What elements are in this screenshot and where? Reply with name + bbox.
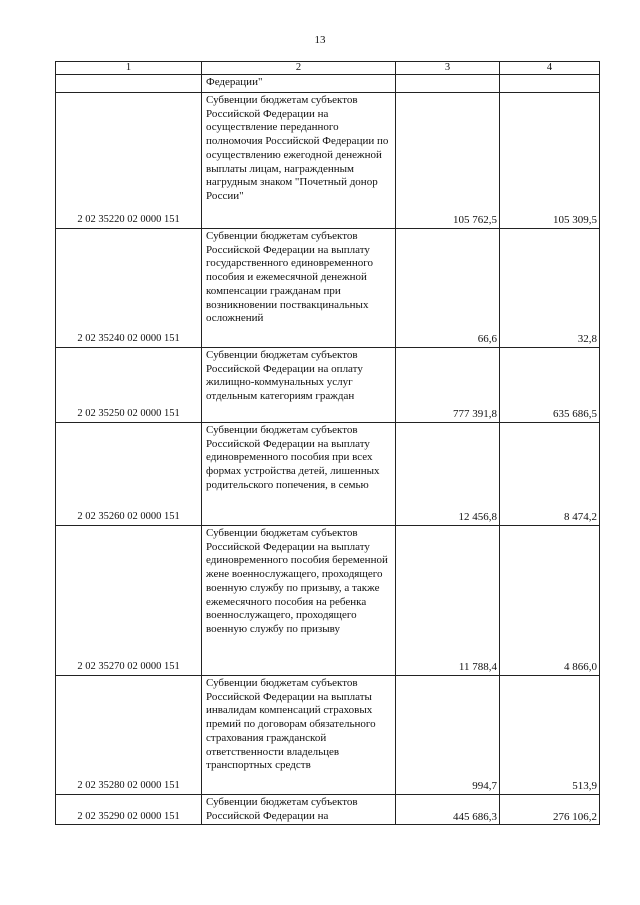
table-row <box>56 795 600 825</box>
budget-code-cell: 2 02 35260 02 0000 151 <box>56 423 202 526</box>
column-number: 3 <box>396 62 500 75</box>
table-row <box>56 423 600 526</box>
column-number: 2 <box>202 62 396 75</box>
budget-code-cell: 2 02 35220 02 0000 151 <box>56 93 202 229</box>
description-cell: Субвенции бюджетам субъектов Российской Федерации на <box>202 795 396 825</box>
description-cell: Субвенции бюджетам субъектов Российской Федерации на выплату единовременного пособия беременной жене военнослужащего, проходящего военную службу по призыву, а также ежемесячного пособия на ребенка военнослужащего, проходящего военную службу по призыву <box>202 526 396 676</box>
column-number: 4 <box>500 62 600 75</box>
amount-col3-cell: 105 762,5 <box>396 93 500 229</box>
amount-col3-cell: 12 456,8 <box>396 423 500 526</box>
budget-code-cell: 2 02 35270 02 0000 151 <box>56 526 202 676</box>
amount-col4-cell <box>500 75 600 93</box>
table-row <box>56 93 600 229</box>
budget-code-cell: 2 02 35240 02 0000 151 <box>56 229 202 348</box>
amount-col4-cell: 635 686,5 <box>500 348 600 423</box>
table-row <box>56 526 600 676</box>
column-number: 1 <box>56 62 202 75</box>
table-row <box>56 75 600 93</box>
amount-col3-cell: 66,6 <box>396 229 500 348</box>
budget-code-cell: 2 02 35250 02 0000 151 <box>56 348 202 423</box>
page-number: 13 <box>314 34 326 46</box>
amount-col4-cell: 32,8 <box>500 229 600 348</box>
description-cell: Субвенции бюджетам субъектов Российской Федерации на выплату государственного единовременного пособия и ежемесячной денежной компенсации гражданам при возникновении поствакцинальных осложнений <box>202 229 396 348</box>
amount-col3-cell <box>396 75 500 93</box>
amount-col3-cell: 994,7 <box>396 676 500 795</box>
description-cell: Субвенции бюджетам субъектов Российской Федерации на осуществление переданного полномочия Российской Федерации по осуществлению ежегодной денежной выплаты лицам, награжденным нагрудным знаком "Почетный донор России" <box>202 93 396 229</box>
amount-col4-cell: 105 309,5 <box>500 93 600 229</box>
amount-col4-cell: 513,9 <box>500 676 600 795</box>
budget-code-cell <box>56 75 202 93</box>
amount-col4-cell: 276 106,2 <box>500 795 600 825</box>
description-cell: Субвенции бюджетам субъектов Российской Федерации на оплату жилищно-коммунальных услуг отдельным категориям граждан <box>202 348 396 423</box>
description-cell: Субвенции бюджетам субъектов Российской Федерации на выплаты инвалидам компенсаций страховых премий по договорам обязательного страхования гражданской ответственности владельцев транспортных средств <box>202 676 396 795</box>
budget-code-cell: 2 02 35290 02 0000 151 <box>56 795 202 825</box>
amount-col3-cell: 445 686,3 <box>396 795 500 825</box>
table-row <box>56 229 600 348</box>
amount-col4-cell: 4 866,0 <box>500 526 600 676</box>
amount-col3-cell: 777 391,8 <box>396 348 500 423</box>
description-cell: Субвенции бюджетам субъектов Российской Федерации на выплату единовременного пособия при всех формах устройства детей, лишенных родительского попечения, в семью <box>202 423 396 526</box>
budget-code-cell: 2 02 35280 02 0000 151 <box>56 676 202 795</box>
table-row <box>56 676 600 795</box>
description-cell: Федерации" <box>202 75 396 93</box>
budget-table <box>55 61 600 825</box>
amount-col3-cell: 11 788,4 <box>396 526 500 676</box>
amount-col4-cell: 8 474,2 <box>500 423 600 526</box>
column-number-row <box>56 62 600 75</box>
table-row <box>56 348 600 423</box>
